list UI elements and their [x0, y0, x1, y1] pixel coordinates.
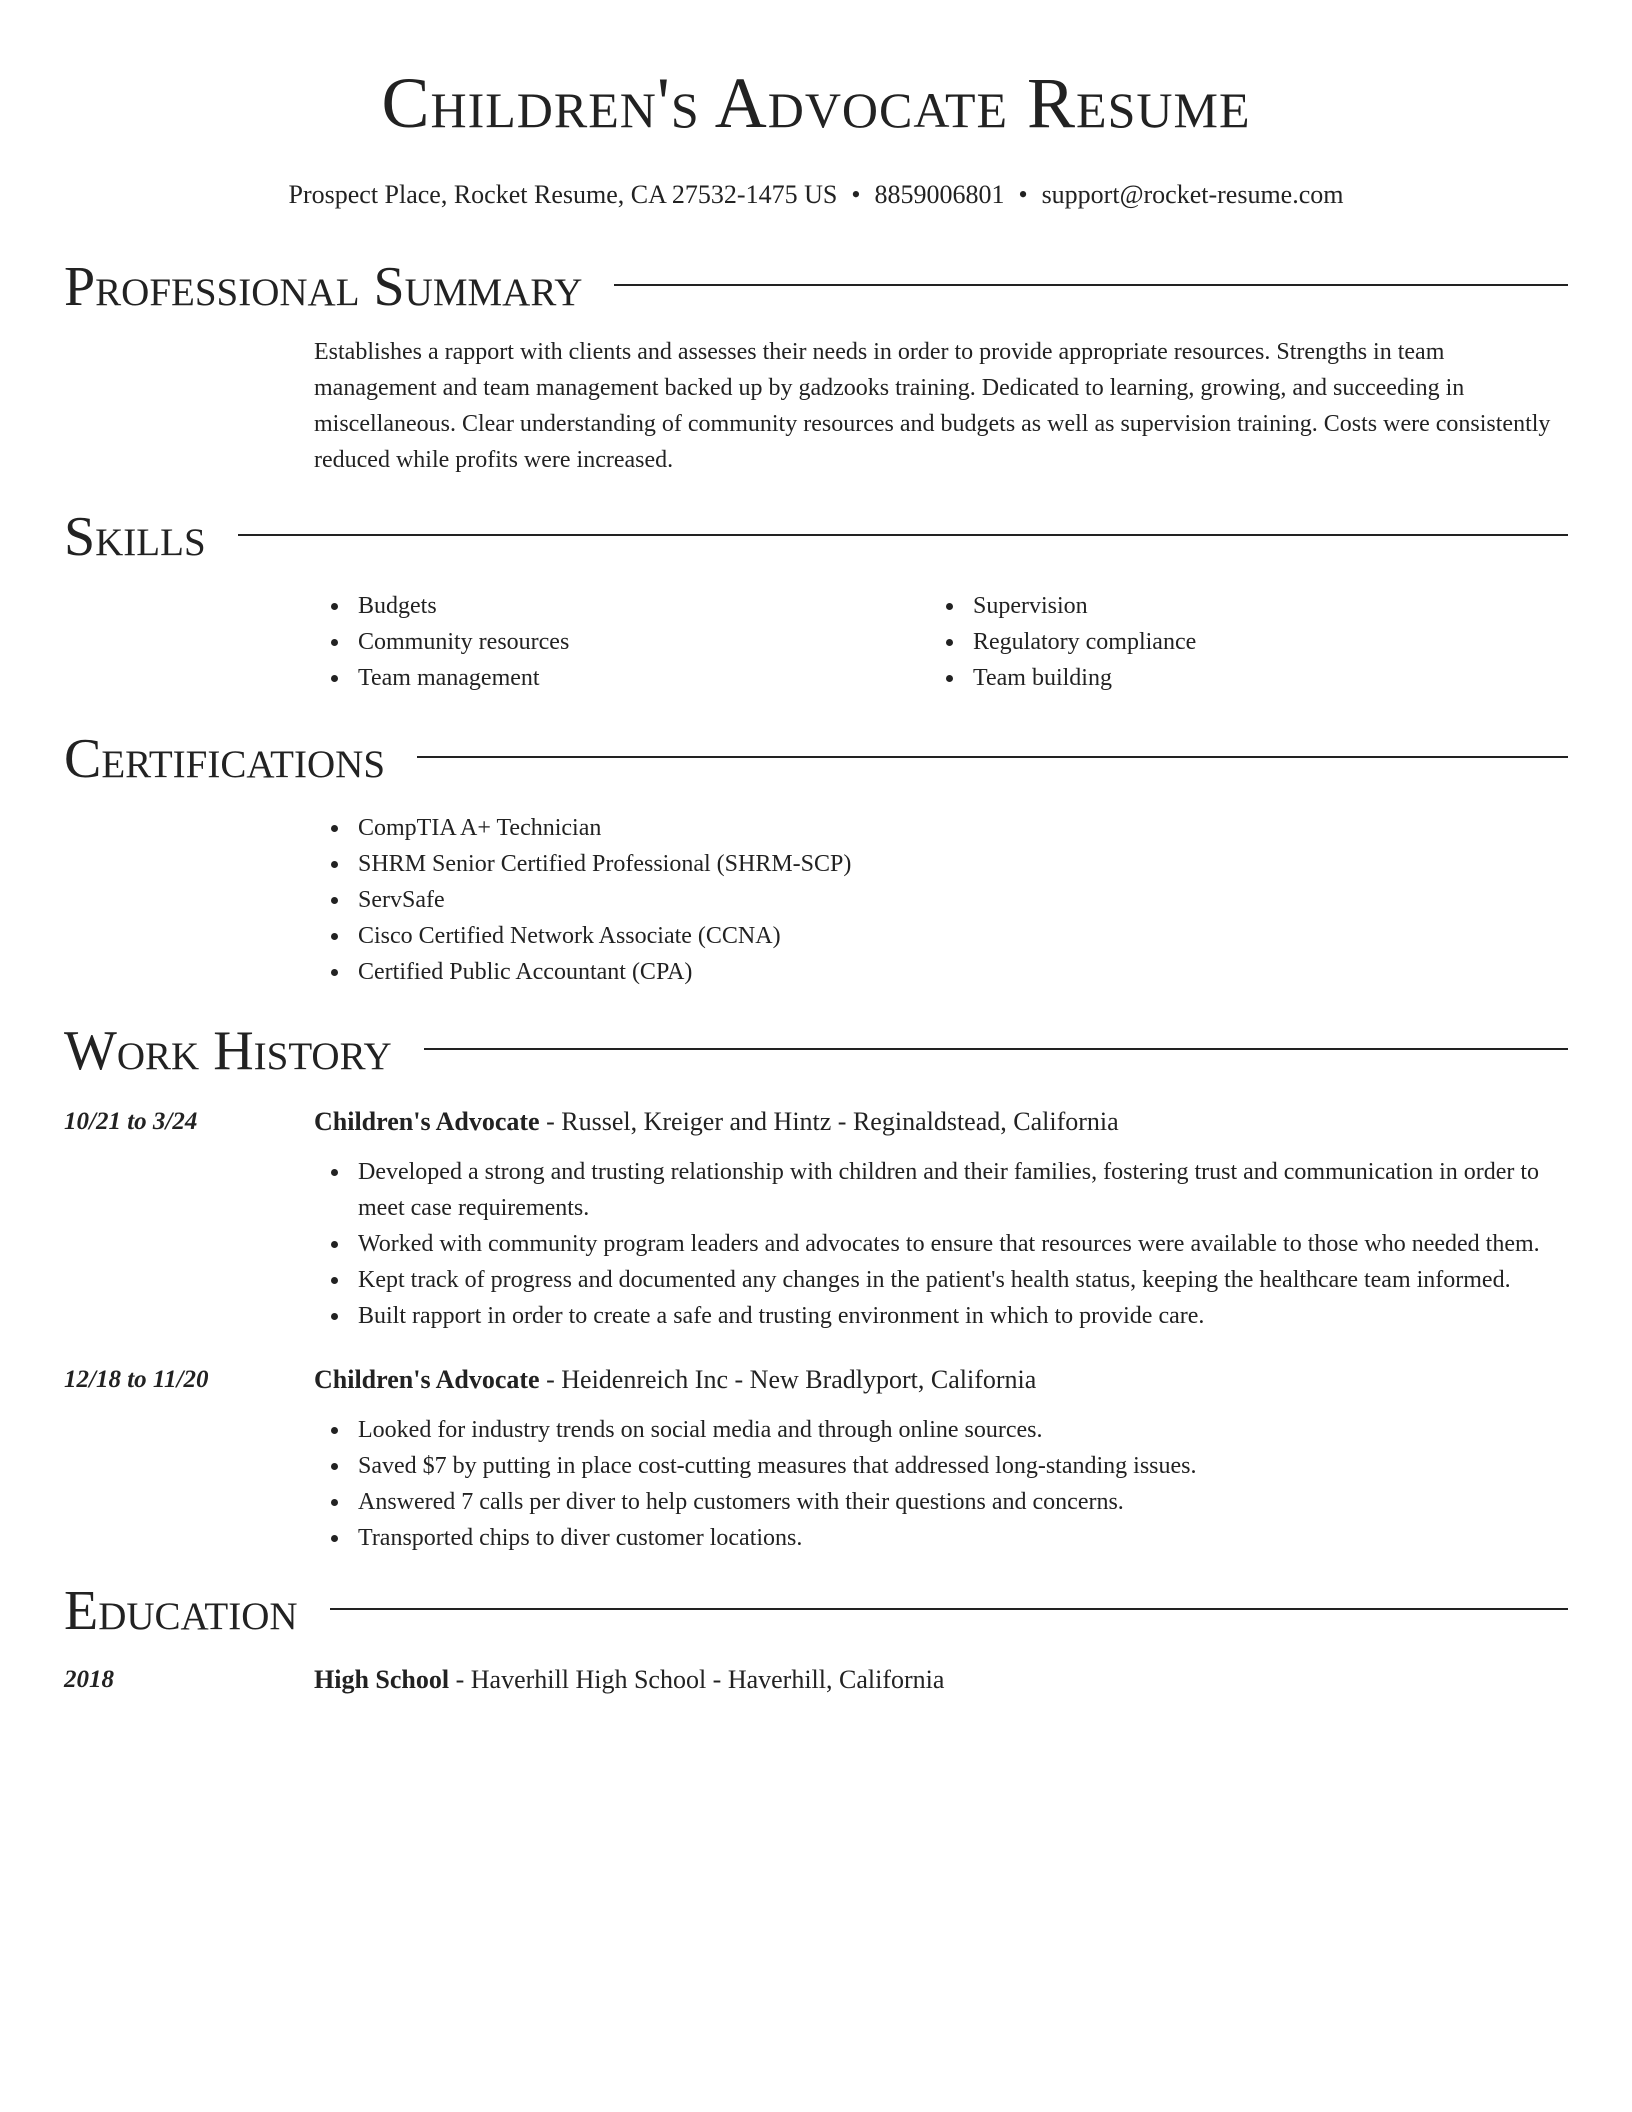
job-bullet: Built rapport in order to create a safe and trusting environment in which to provide care. — [314, 1298, 1568, 1334]
certifications-list — [314, 810, 1568, 990]
certifications-heading: Certifications — [64, 728, 386, 790]
skills-heading: Skills — [64, 506, 206, 568]
skills-column-right — [929, 588, 1544, 696]
contact-line — [64, 178, 1568, 212]
skills-section-header — [64, 504, 1568, 570]
job-title-line — [314, 1362, 1568, 1398]
job-bullet: Answered 7 calls per diver to help customers with their questions and concerns. — [314, 1484, 1568, 1520]
job-body — [314, 1362, 1568, 1556]
work-history-heading: Work History — [64, 1020, 392, 1082]
job-bullets — [314, 1154, 1568, 1334]
education-degree: High School — [314, 1665, 450, 1694]
job-dates: 10/21 to 3/24 — [64, 1108, 198, 1135]
job-title: Children's Advocate — [314, 1365, 540, 1394]
job-bullet: Looked for industry trends on social media and through online sources. — [314, 1412, 1568, 1448]
job-dates: 12/18 to 11/20 — [64, 1366, 209, 1393]
job-entry — [64, 1104, 1568, 1334]
education-section-header — [64, 1578, 1568, 1644]
skill-item: Supervision — [929, 588, 1544, 624]
certification-item: Certified Public Accountant (CPA) — [314, 954, 1568, 990]
education-heading: Education — [64, 1580, 298, 1642]
job-employer-location: - Russel, Kreiger and Hintz - Reginaldstead, California — [539, 1107, 1119, 1136]
skill-item: Regulatory compliance — [929, 624, 1544, 660]
section-divider — [424, 1048, 1568, 1050]
summary-heading: Professional Summary — [64, 256, 583, 318]
skill-item: Team building — [929, 660, 1544, 696]
contact-address: Prospect Place, Rocket Resume, CA 27532-1475 US — [288, 180, 838, 209]
certification-item: CompTIA A+ Technician — [314, 810, 1568, 846]
education-title-line — [314, 1662, 944, 1698]
certification-item: SHRM Senior Certified Professional (SHRM-SCP) — [314, 846, 1568, 882]
skills-column-left — [314, 588, 929, 696]
section-divider — [614, 284, 1568, 286]
job-entry — [64, 1362, 1568, 1556]
section-divider — [238, 534, 1568, 536]
skill-item: Budgets — [314, 588, 929, 624]
contact-separator: • — [1018, 180, 1028, 209]
skills-list — [314, 588, 1568, 696]
resume-page — [64, 0, 1568, 1698]
job-employer-location: - Heidenreich Inc - New Bradlyport, California — [539, 1365, 1037, 1394]
job-bullet: Developed a strong and trusting relationship with children and their families, fostering trust and communication in order to meet case requirements. — [314, 1154, 1568, 1226]
job-bullets — [314, 1412, 1568, 1556]
education-year: 2018 — [64, 1666, 114, 1693]
job-bullet: Saved $7 by putting in place cost-cutting measures that addressed long-standing issues. — [314, 1448, 1568, 1484]
skill-item: Community resources — [314, 624, 929, 660]
section-divider — [417, 756, 1568, 758]
certification-item: Cisco Certified Network Associate (CCNA) — [314, 918, 1568, 954]
education-entry — [64, 1662, 1568, 1698]
job-bullet: Transported chips to diver customer locations. — [314, 1520, 1568, 1556]
job-body — [314, 1104, 1568, 1334]
contact-email: support@rocket-resume.com — [1041, 180, 1344, 209]
summary-text: Establishes a rapport with clients and assesses their needs in order to provide appropriate resources. Strengths in team management and team management backed up by gadzooks training. Dedicated to learning, growing, and succeeding in miscellaneous. Clear understanding of community resources and budgets as well as supervision training. Costs were consistently reduced while profits were increased. — [314, 339, 1551, 473]
contact-separator: • — [851, 180, 861, 209]
summary-section-header — [64, 254, 1568, 320]
job-title-line — [314, 1104, 1568, 1140]
certifications-section-header — [64, 726, 1568, 792]
resume-name: Children's Advocate Resume — [381, 63, 1251, 143]
job-bullet: Kept track of progress and documented any changes in the patient's health status, keeping the healthcare team informed. — [314, 1262, 1568, 1298]
section-divider — [330, 1608, 1568, 1610]
contact-phone: 8859006801 — [874, 180, 1005, 209]
education-school-location: - Haverhill High School - Haverhill, California — [449, 1665, 945, 1694]
job-title: Children's Advocate — [314, 1107, 540, 1136]
work-history-section-header — [64, 1018, 1568, 1084]
skill-item: Team management — [314, 660, 929, 696]
certification-item: ServSafe — [314, 882, 1568, 918]
job-bullet: Worked with community program leaders and advocates to ensure that resources were available to those who needed them. — [314, 1226, 1568, 1262]
